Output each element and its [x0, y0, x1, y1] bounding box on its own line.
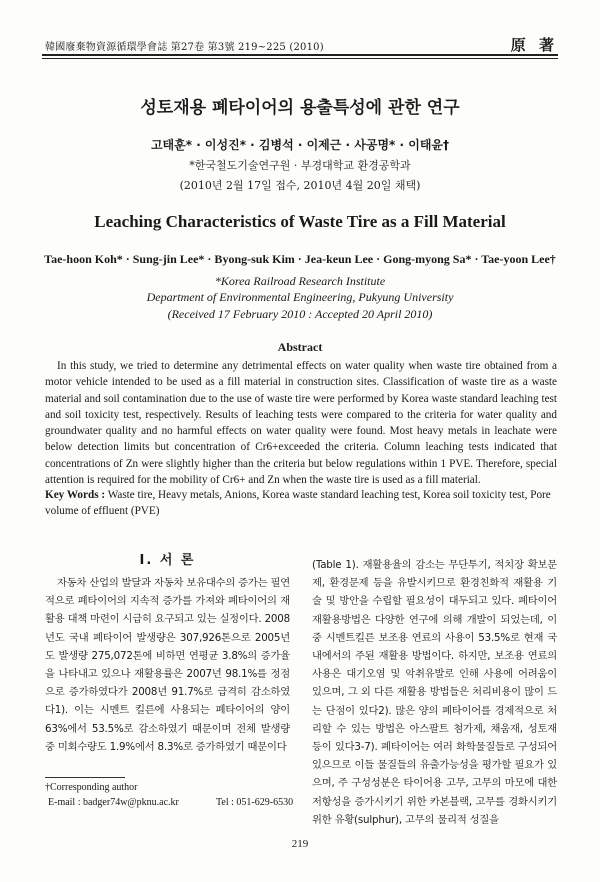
header-rule [42, 54, 558, 56]
intro-right-column: (Table 1). 재활용율의 감소는 무단투기, 적치장 확보문제, 환경문제 등을 유발시키므로 환경친화적 재활용 기술 및 방안을 수립할 필요성이 대두되고 있다. 폐타이어 재활용방법은 다양한 연구에 의해 개발이 되었는데, 이중 시멘트킬른 보조용 연료의 사용이 53.5%로 현재 국내에서의 주된 재활용 방법이다. 하지만, 보조용 연료의 사용은 대기오염 및 악취유발로 인해 사용에 어려움이 있으며, 그 외 다른 재활용 방법들은 처리비용이 많이 드는 단점이 있다2). 많은 양의 폐타이어를 경제적으로 처리할 수 있는 방법은 아스팔트 첨가제, 채움재, 성토재 등이 있다3-7). 폐타이어는 여러 화학물질들로 구성되어 있으므로 이들 물질들의 유출가능성을 평가할 필요가 있으며, 주 구성성분은 타이어용 고무, 고무의 마모에 대한 저항성을 증가시키기 위한 카본블랙, 고무를 경화시키기 위한 유황(sulphur), 고무의 물리적 성질을 [312, 559, 557, 826]
abstract-heading: Abstract [277, 340, 323, 354]
korean-dates: (2010년 2월 17일 접수, 2010년 4월 20일 채택) [179, 179, 421, 192]
page-number: 219 [291, 838, 309, 850]
english-title: Leaching Characteristics of Waste Tire as a Fill Material [94, 212, 506, 231]
footnote-rule [45, 777, 125, 778]
english-dates: (Received 17 February 2010 : Accepted 20 April 2010) [167, 307, 433, 321]
korean-affiliation: *한국철도기술연구원 · 부경대학교 환경공학과 [189, 159, 411, 172]
english-affiliation-1: *Korea Railroad Research Institute [214, 274, 386, 288]
keywords-label: Key Words : [45, 489, 106, 501]
keywords [45, 487, 557, 519]
korean-authors: 고태훈* · 이성진* · 김병석 · 이제근 · 사공명* · 이태윤† [150, 138, 450, 152]
english-affiliation-2: Department of Environmental Engineering, Pukyung University [146, 290, 454, 304]
footnote-email: E-mail : badger74w@pknu.ac.kr [48, 797, 179, 808]
abstract-text: In this study, we tried to determine any detrimental effects on water quality when waste tire obtained from a motor vehicle intended to be used as a fill material in construction sites. Classification of waste tire as a waste material and soil contamination due to the use of waste tire were performed by Korea waste standard leaching test and soil toxicity test, respectively. Results of leaching tests were compared to the criteria for water quality and groundwater quality and no harmful effects on water quality were found. Most heavy metals in leachate were below detection limits but concentration of Cr6+exceeded the criteria. Column leaching tests indicated that concentrations of Zn were slightly higher than the criteria but below regulations within 1 PVE. Therefore, special attention is required for the mobility of Cr6+ and Zn when the waste tire is used as a fill material. [45, 360, 557, 487]
footnote-corresponding: †Corresponding author [45, 782, 138, 793]
english-authors: Tae-hoon Koh* · Sung-jin Lee* · Byong-suk Kim · Jea-keun Lee · Gong-myong Sa* · Tae-yoon Lee† [44, 252, 556, 266]
footnote-tel: Tel : 051-629-6530 [216, 797, 294, 808]
article-type-badge: 原 著 [510, 36, 558, 54]
journal-header: 韓國廢棄物資源循環學會誌 第27卷 第3號 219~225 (2010) [45, 42, 324, 53]
section-heading-introduction: I. 서 론 [139, 553, 196, 568]
header-rule-thin [42, 58, 558, 59]
keywords-text: Waste tire, Heavy metals, Anions, Korea waste standard leaching test, Korea soil toxicity test, Pore volume of effluent (PVE) [45, 489, 551, 517]
korean-title: 성토재용 폐타이어의 용출특성에 관한 연구 [140, 98, 460, 118]
intro-left-column: 자동차 산업의 발달과 자동차 보유대수의 증가는 필연적으로 폐타이어의 지속적 증가를 가져와 폐타이어의 재활용 대책 마련이 시급히 요구되고 있는 실정이다. 2008년도 국내 폐타이어 발생량은 307,926톤으로 2005년도 발생량 275,072톤에 비하면 연평균 3.8%의 증가율을 나타내고 있으나 재활용률은 2007년 98.1%를 정점으로 증가하였다가 2008년 91.7%로 급격히 감소하였다1). 이는 시멘트 킬른에 사용되는 폐타이어의 양이 63%에서 53.5%로 감소하였기 때문이며 전체 발생량 중 미회수량도 1.9%에서 8.3%로 증가하였기 때문이다 [45, 577, 290, 753]
